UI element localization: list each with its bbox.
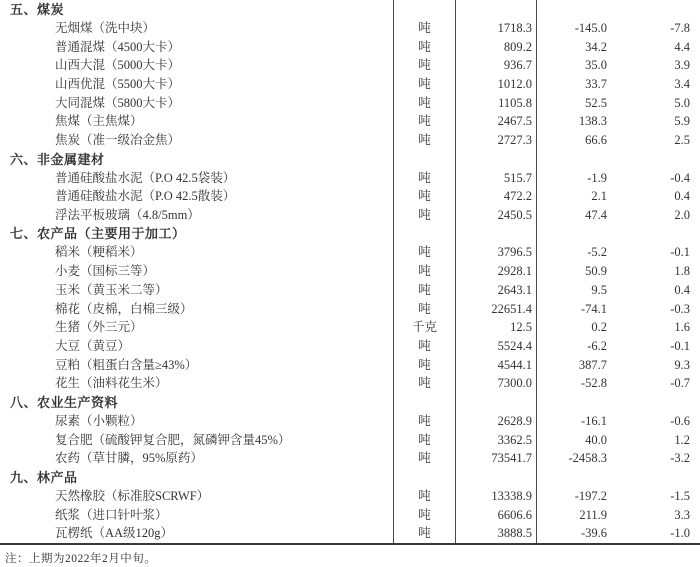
change-cell: -6.2: [536, 337, 617, 356]
table-row: [0, 262, 700, 281]
change-cell: 2.1: [536, 187, 617, 206]
table-row: [0, 281, 700, 300]
price-cell: [455, 150, 536, 169]
price-cell: 2628.9: [455, 412, 536, 431]
table-row: [0, 412, 700, 431]
change-cell: 40.0: [536, 431, 617, 450]
change-cell: 0.2: [536, 318, 617, 337]
section-header-row: [0, 0, 700, 19]
table-row: [0, 19, 700, 38]
percent-cell: -0.4: [670, 170, 690, 185]
change-cell: -197.2: [536, 487, 617, 506]
percent-cell: [617, 0, 700, 19]
change-cell: 50.9: [536, 262, 617, 281]
unit-cell: 吨: [393, 243, 455, 262]
change-cell: 211.9: [536, 505, 617, 524]
table-row: [0, 187, 700, 206]
change-cell: -2458.3: [536, 449, 617, 468]
change-cell: -52.8: [536, 374, 617, 393]
price-cell: [455, 0, 536, 19]
product-name: 浮法平板玻璃（4.8/5mm）: [55, 208, 200, 223]
change-cell: 138.3: [536, 112, 617, 131]
price-cell: 1012.0: [455, 75, 536, 94]
unit-cell: 吨: [393, 37, 455, 56]
change-cell: [536, 468, 617, 487]
table-row: [0, 318, 700, 337]
unit-cell: 吨: [393, 356, 455, 375]
unit-cell: [393, 468, 455, 487]
percent-cell: [617, 225, 700, 244]
price-cell: 809.2: [455, 37, 536, 56]
price-cell: 2928.1: [455, 262, 536, 281]
product-name: 尿素（小颗粒）: [55, 413, 143, 428]
percent-cell: -0.1: [670, 339, 690, 354]
percent-cell: 5.0: [674, 95, 690, 110]
percent-cell: [617, 393, 700, 412]
table-row: [0, 449, 700, 468]
price-cell: 936.7: [455, 56, 536, 75]
price-cell: 2467.5: [455, 112, 536, 131]
unit-cell: 吨: [393, 412, 455, 431]
table-row: [0, 168, 700, 187]
product-name: 山西优混（5500大卡）: [55, 76, 181, 91]
table-row: [0, 374, 700, 393]
change-cell: 66.6: [536, 131, 617, 150]
table-row: [0, 431, 700, 450]
table-row: [0, 337, 700, 356]
percent-cell: 3.4: [674, 76, 690, 91]
unit-cell: 吨: [393, 505, 455, 524]
section-title: 五、煤炭: [10, 1, 65, 17]
price-cell: 4544.1: [455, 356, 536, 375]
section-title: 七、农产品（主要用于加工）: [10, 226, 186, 242]
percent-cell: -1.5: [670, 488, 690, 503]
table-row: [0, 206, 700, 225]
percent-cell: -0.7: [670, 376, 690, 391]
change-cell: 9.5: [536, 281, 617, 300]
unit-cell: 吨: [393, 300, 455, 319]
price-cell: 472.2: [455, 187, 536, 206]
product-name: 稻米（粳稻米）: [55, 245, 143, 260]
percent-cell: 3.9: [674, 58, 690, 73]
unit-cell: [393, 225, 455, 244]
table-row: [0, 243, 700, 262]
footnote: 注：上期为2022年2月中旬。: [5, 552, 157, 565]
section-header-row: [0, 150, 700, 169]
change-cell: -39.6: [536, 524, 617, 543]
percent-cell: -3.2: [670, 451, 690, 466]
table-row: [0, 300, 700, 319]
product-name: 普通硅酸盐水泥（P.O 42.5散装）: [55, 189, 236, 204]
product-name: 纸浆（进口针叶浆）: [55, 507, 168, 522]
table-row: [0, 94, 700, 113]
product-name: 天然橡胶（标准胶SCRWF）: [55, 488, 210, 503]
price-cell: 5524.4: [455, 337, 536, 356]
product-name: 花生（油料花生米）: [55, 376, 168, 391]
unit-cell: 吨: [393, 524, 455, 543]
price-cell: [455, 225, 536, 244]
table-row: [0, 131, 700, 150]
percent-cell: -7.8: [670, 20, 690, 35]
product-name: 普通混煤（4500大卡）: [55, 39, 181, 54]
percent-cell: 0.4: [674, 282, 690, 297]
table-row: [0, 56, 700, 75]
change-cell: 52.5: [536, 94, 617, 113]
price-cell: [455, 468, 536, 487]
product-name: 豆粕（粗蛋白含量≥43%）: [55, 357, 198, 372]
price-cell: 73541.7: [455, 449, 536, 468]
unit-cell: 吨: [393, 487, 455, 506]
price-cell: 515.7: [455, 168, 536, 187]
product-name: 生猪（外三元）: [55, 320, 143, 335]
product-name: 复合肥（硫酸钾复合肥，氮磷钾含量45%）: [55, 432, 291, 447]
change-cell: 35.0: [536, 56, 617, 75]
unit-cell: 吨: [393, 431, 455, 450]
change-cell: -5.2: [536, 243, 617, 262]
unit-cell: 吨: [393, 75, 455, 94]
price-cell: 12.5: [455, 318, 536, 337]
table-row: [0, 112, 700, 131]
unit-cell: 吨: [393, 281, 455, 300]
unit-cell: 吨: [393, 374, 455, 393]
unit-cell: 吨: [393, 187, 455, 206]
percent-cell: 0.4: [674, 189, 690, 204]
percent-cell: 1.2: [674, 432, 690, 447]
unit-cell: [393, 150, 455, 169]
percent-cell: [617, 468, 700, 487]
unit-cell: [393, 0, 455, 19]
product-name: 瓦楞纸（AA级120g）: [55, 526, 174, 541]
unit-cell: 吨: [393, 19, 455, 38]
percent-cell: 2.5: [674, 133, 690, 148]
product-name: 普通硅酸盐水泥（P.O 42.5袋装）: [55, 170, 236, 185]
unit-cell: 吨: [393, 112, 455, 131]
table-row: [0, 524, 700, 543]
change-cell: [536, 225, 617, 244]
price-cell: 1105.8: [455, 94, 536, 113]
percent-cell: 5.9: [674, 114, 690, 129]
section-header-row: [0, 225, 700, 244]
percent-cell: 4.4: [674, 39, 690, 54]
percent-cell: 1.8: [674, 264, 690, 279]
product-name: 小麦（国标三等）: [55, 264, 156, 279]
price-cell: 7300.0: [455, 374, 536, 393]
product-name: 无烟煤（洗中块）: [55, 20, 156, 35]
price-cell: 13338.9: [455, 487, 536, 506]
product-name: 大豆（黄豆）: [55, 339, 131, 354]
price-cell: 2643.1: [455, 281, 536, 300]
product-name: 农药（草甘膦，95%原药）: [55, 451, 203, 466]
unit-cell: 吨: [393, 131, 455, 150]
section-title: 九、林产品: [10, 469, 78, 485]
unit-cell: 吨: [393, 168, 455, 187]
unit-cell: 吨: [393, 449, 455, 468]
change-cell: -1.9: [536, 168, 617, 187]
percent-cell: [617, 150, 700, 169]
unit-cell: 吨: [393, 262, 455, 281]
table-row: [0, 487, 700, 506]
product-name: 焦煤（主焦煤）: [55, 114, 143, 129]
unit-cell: [393, 393, 455, 412]
unit-cell: 吨: [393, 206, 455, 225]
product-name: 棉花（皮棉，白棉三级）: [55, 301, 193, 316]
unit-cell: 千克: [393, 318, 455, 337]
price-cell: 3888.5: [455, 524, 536, 543]
change-cell: -74.1: [536, 300, 617, 319]
table-row: [0, 75, 700, 94]
table-row: [0, 356, 700, 375]
product-name: 焦炭（准一级冶金焦）: [55, 133, 181, 148]
percent-cell: -0.1: [670, 245, 690, 260]
change-cell: [536, 393, 617, 412]
price-cell: 3796.5: [455, 243, 536, 262]
percent-cell: -0.3: [670, 301, 690, 316]
unit-cell: 吨: [393, 56, 455, 75]
change-cell: -145.0: [536, 19, 617, 38]
price-cell: 6606.6: [455, 505, 536, 524]
change-cell: 34.2: [536, 37, 617, 56]
table-row: [0, 37, 700, 56]
change-cell: [536, 150, 617, 169]
percent-cell: 3.3: [674, 507, 690, 522]
price-cell: [455, 393, 536, 412]
price-cell: 1718.3: [455, 19, 536, 38]
section-title: 六、非金属建材: [10, 151, 105, 167]
price-cell: 3362.5: [455, 431, 536, 450]
unit-cell: 吨: [393, 94, 455, 113]
change-cell: 387.7: [536, 356, 617, 375]
change-cell: -16.1: [536, 412, 617, 431]
price-cell: 2450.5: [455, 206, 536, 225]
section-header-row: [0, 468, 700, 487]
percent-cell: 2.0: [674, 208, 690, 223]
section-title: 八、农业生产资料: [10, 394, 119, 410]
price-cell: 2727.3: [455, 131, 536, 150]
percent-cell: -0.6: [670, 413, 690, 428]
change-cell: 47.4: [536, 206, 617, 225]
section-header-row: [0, 393, 700, 412]
product-name: 山西大混（5000大卡）: [55, 58, 181, 73]
percent-cell: 1.6: [674, 320, 690, 335]
table-row: [0, 505, 700, 524]
percent-cell: -1.0: [670, 526, 690, 541]
unit-cell: 吨: [393, 337, 455, 356]
price-cell: 22651.4: [455, 300, 536, 319]
product-name: 玉米（黄玉米二等）: [55, 282, 168, 297]
change-cell: [536, 0, 617, 19]
percent-cell: 9.3: [674, 357, 690, 372]
product-name: 大同混煤（5800大卡）: [55, 95, 181, 110]
change-cell: 33.7: [536, 75, 617, 94]
